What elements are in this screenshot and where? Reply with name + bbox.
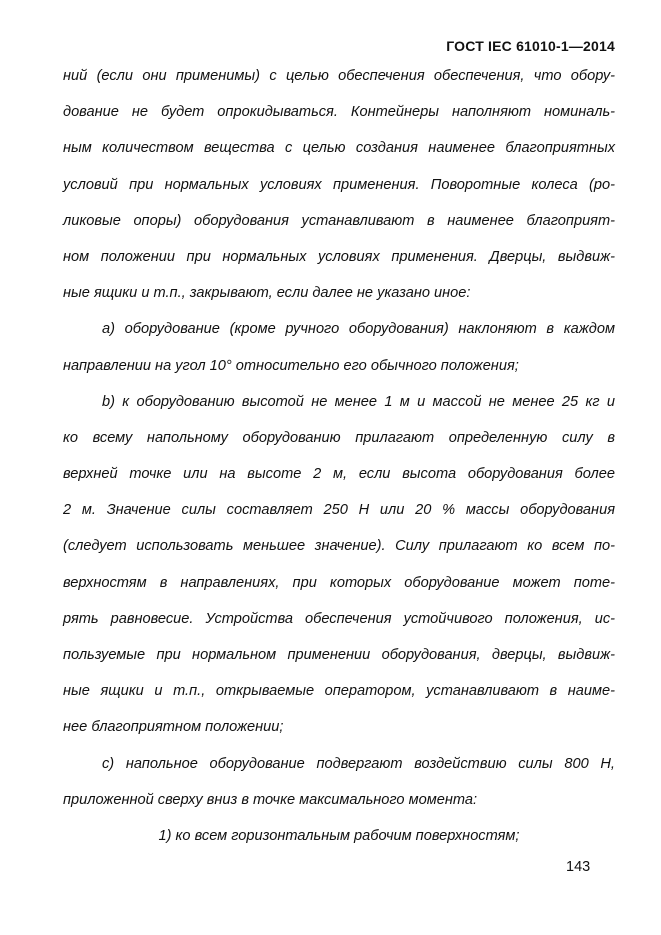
- text-line: ном положении при нормальных условиях применения. Дверцы, выдвиж-: [63, 248, 615, 265]
- text-line: (следует использовать меньшее значение). Силу прилагают ко всем по-: [63, 538, 615, 555]
- text-line: верхней точке или на высоте 2 м, если высота оборудования более: [63, 466, 615, 483]
- text-line: дование не будет опрокидываться. Контейнеры наполняют номиналь-: [63, 104, 615, 121]
- list-item-c: c) напольное оборудование подвергают воздействию силы 800 Н,: [102, 755, 615, 772]
- page-number: 143: [566, 859, 591, 875]
- document-header: ГОСТ IEC 61010-1—2014: [446, 38, 615, 54]
- text-line: пользуемые при нормальном применении оборудования, дверцы, выдвиж-: [63, 647, 615, 663]
- text-line: направлении на угол 10° относительно его обычного положения;: [63, 357, 519, 374]
- text-line: ные ящики и т.п., открываемые оператором, устанавливают в наиме-: [63, 683, 615, 700]
- text-line: ликовые опоры) оборудования устанавливают в наименее благоприят-: [63, 212, 615, 229]
- text-line: приложенной сверху вниз в точке максимального момента:: [63, 791, 478, 808]
- list-item-a: a) оборудование (кроме ручного оборудования) наклоняют в каждом: [102, 321, 615, 338]
- body-text: [63, 62, 615, 858]
- text-line: ко всему напольному оборудованию прилагают определенную силу в: [63, 429, 615, 446]
- text-line: ные ящики и т.п., закрывают, если далее не указано иное:: [63, 285, 471, 302]
- text-line: верхностям в направлениях, при которых оборудование может поте-: [63, 574, 615, 591]
- text-line: ным количеством вещества с целью создания наименее благоприятных: [63, 140, 615, 157]
- text-line: условий при нормальных условиях применения. Поворотные колеса (ро-: [63, 176, 615, 193]
- text-line: нее благоприятном положении;: [63, 719, 284, 736]
- sub-item-1: 1) ко всем горизонтальным рабочим поверхностям;: [158, 827, 520, 844]
- list-item-b: b) к оборудованию высотой не менее 1 м и массой не менее 25 кг и: [102, 393, 615, 410]
- text-line: ний (если они применимы) с целью обеспечения обеспечения, что обору-: [63, 68, 615, 84]
- text-line: рять равновесие. Устройства обеспечения устойчивого положения, ис-: [63, 610, 615, 627]
- text-line: 2 м. Значение силы составляет 250 Н или 20 % массы оборудования: [63, 502, 615, 519]
